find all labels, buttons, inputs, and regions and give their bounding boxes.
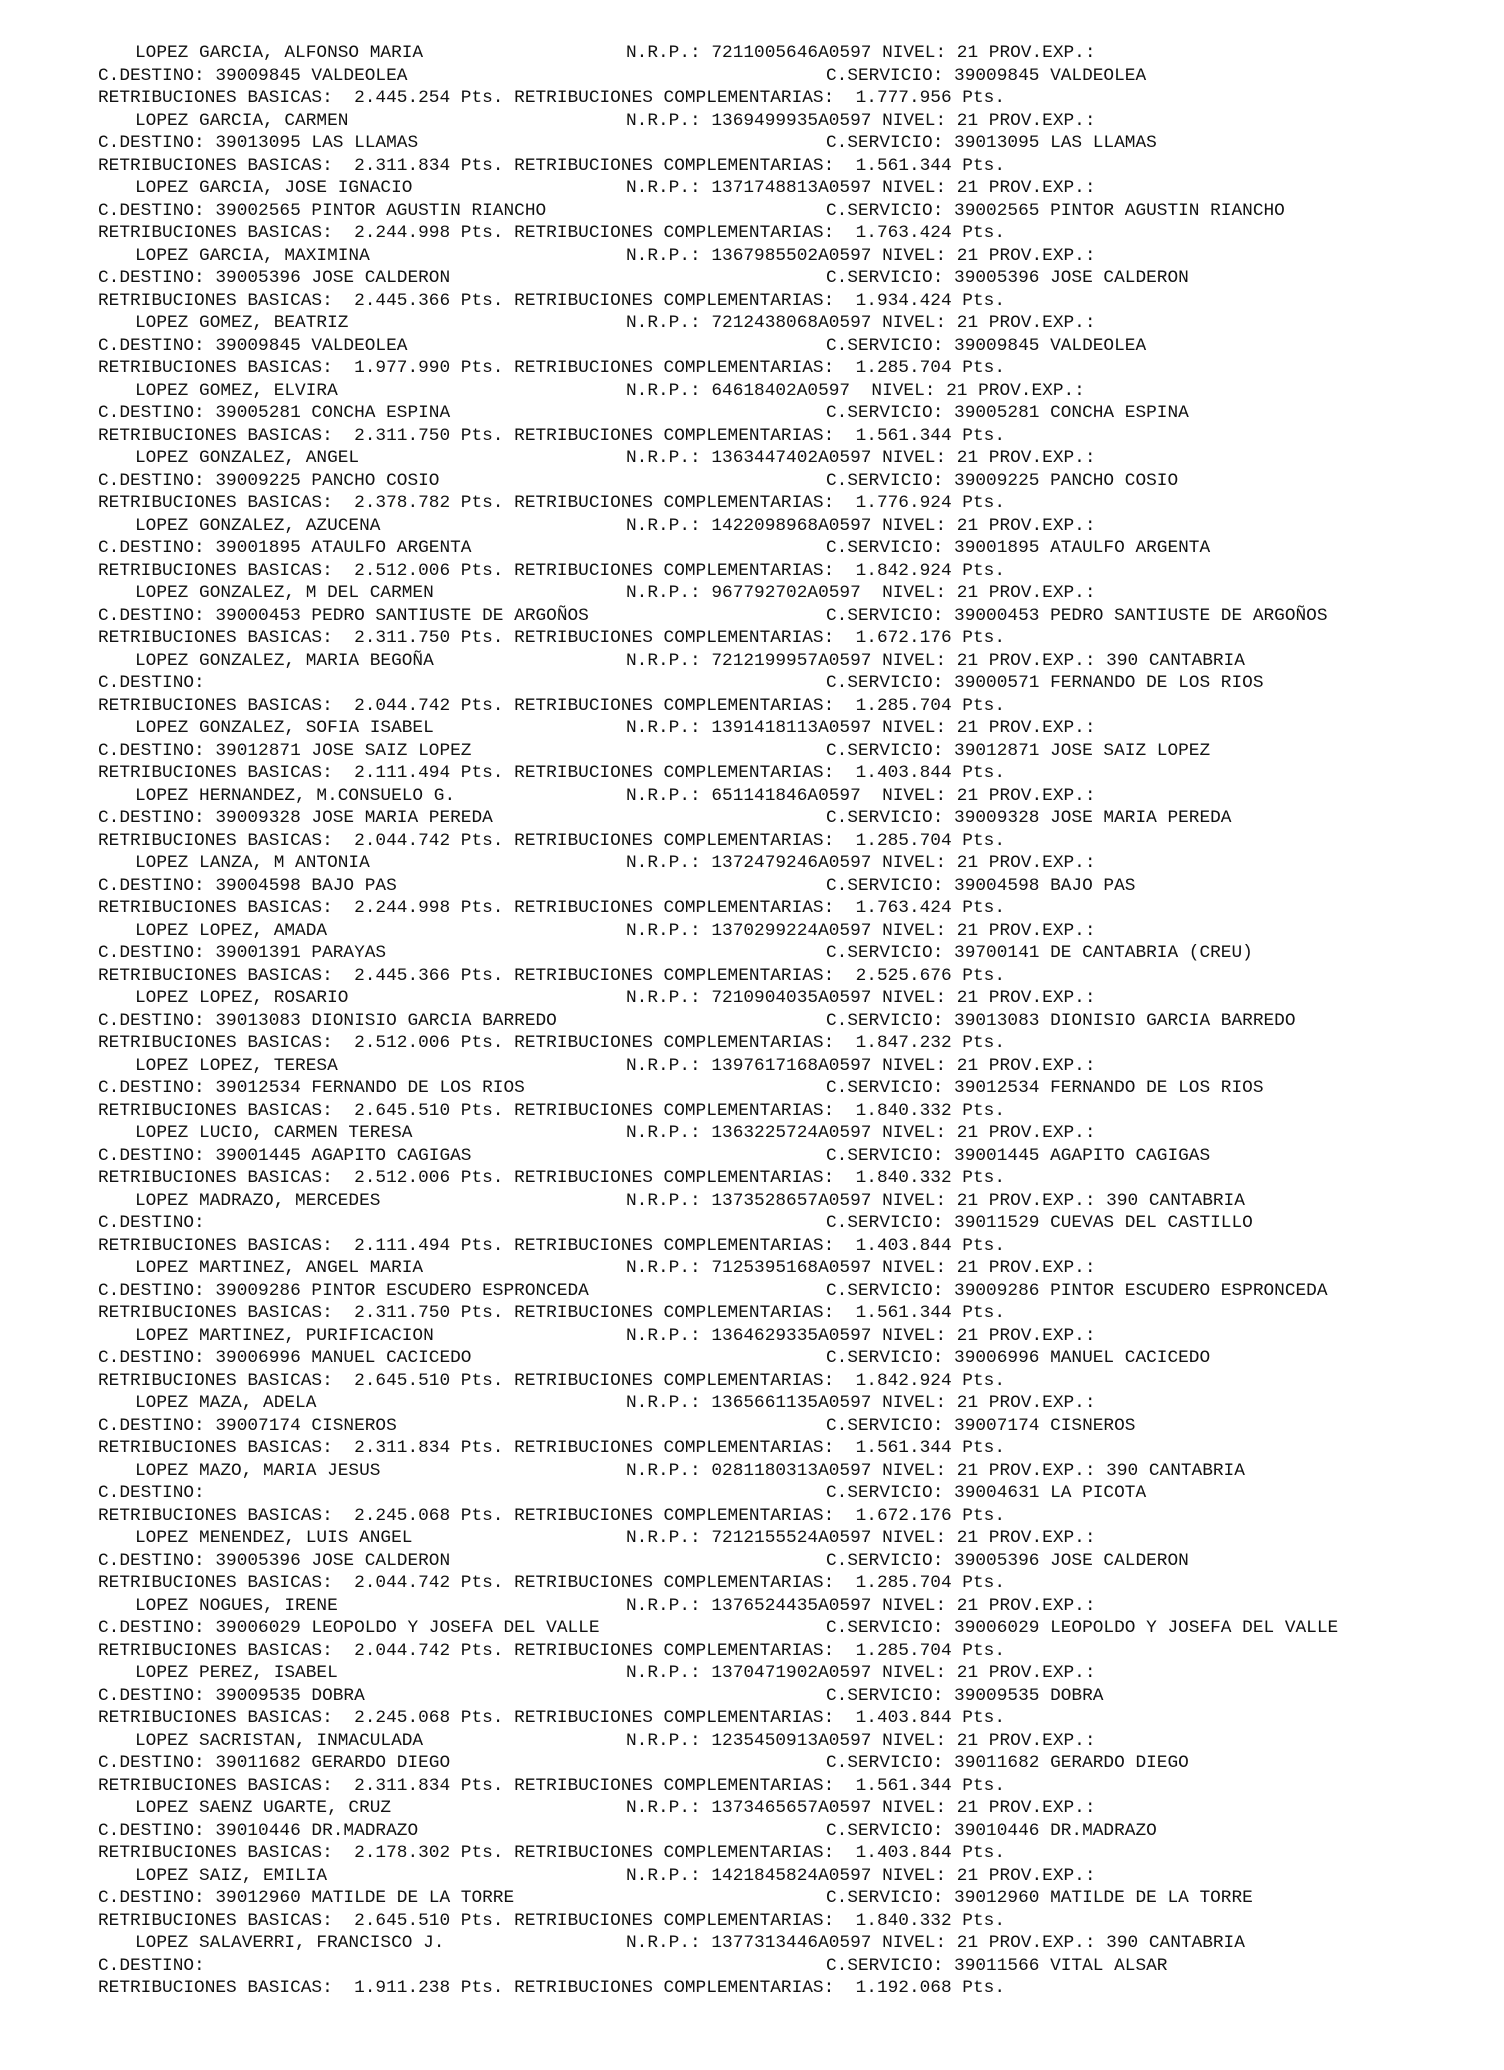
- nrp-info: N.R.P.: 1370471902A0597 NIVEL: 21 PROV.EXP.:: [626, 1663, 1096, 1683]
- servicio-center: C.SERVICIO: 39011682 GERARDO DIEGO: [826, 1753, 1189, 1773]
- nrp-info: N.R.P.: 651141846A0597 NIVEL: 21 PROV.EXP.:: [626, 785, 1096, 806]
- record-retribuciones-line: [98, 1505, 1478, 1528]
- record-destino-line: [98, 1887, 1478, 1910]
- record-name-line: [98, 1527, 1478, 1550]
- record-retribuciones-line: [98, 1572, 1478, 1595]
- destino-center: C.DESTINO:: [98, 1955, 205, 1976]
- destino-center: C.DESTINO: 39013083 DIONISIO GARCIA BARREDO: [98, 1010, 557, 1031]
- nrp-info: N.R.P.: 1370299224A0597 NIVEL: 21 PROV.EXP.:: [626, 920, 1096, 941]
- destino-center: C.DESTINO: 39012871 JOSE SAIZ LOPEZ: [98, 740, 472, 761]
- record-retribuciones-line: [98, 1775, 1478, 1798]
- record-retribuciones-line: [98, 1235, 1478, 1258]
- nrp-info: N.R.P.: 7212199957A0597 NIVEL: 21 PROV.EXP.: 390 CANTABRIA: [626, 650, 1245, 671]
- record-name-line: [98, 110, 1478, 133]
- retribuciones-amounts: RETRIBUCIONES BASICAS: 2.245.068 Pts. RETRIBUCIONES COMPLEMENTARIAS: 1.403.844 Pts.: [98, 1708, 1005, 1728]
- employee-name: LOPEZ GONZALEZ, ANGEL: [135, 448, 360, 468]
- destino-center: C.DESTINO: 39009286 PINTOR ESCUDERO ESPRONCEDA: [98, 1280, 589, 1301]
- retribuciones-amounts: RETRIBUCIONES BASICAS: 2.244.998 Pts. RETRIBUCIONES COMPLEMENTARIAS: 1.763.424 Pts.: [98, 898, 1005, 918]
- record-name-line: [98, 785, 1478, 808]
- retribuciones-amounts: RETRIBUCIONES BASICAS: 2.111.494 Pts. RETRIBUCIONES COMPLEMENTARIAS: 1.403.844 Pts.: [98, 763, 1005, 783]
- nrp-info: N.R.P.: 7125395168A0597 NIVEL: 21 PROV.EXP.:: [626, 1258, 1096, 1278]
- destino-center: C.DESTINO: 39004598 BAJO PAS: [98, 875, 397, 896]
- record-retribuciones-line: [98, 965, 1478, 988]
- servicio-center: C.SERVICIO: 39012871 JOSE SAIZ LOPEZ: [826, 740, 1211, 761]
- retribuciones-amounts: RETRIBUCIONES BASICAS: 2.244.998 Pts. RETRIBUCIONES COMPLEMENTARIAS: 1.763.424 Pts.: [98, 223, 1005, 243]
- nrp-info: N.R.P.: 64618402A0597 NIVEL: 21 PROV.EXP.:: [626, 380, 1085, 401]
- servicio-center: C.SERVICIO: 39007174 CISNEROS: [826, 1415, 1136, 1436]
- record-retribuciones-line: [98, 1032, 1478, 1055]
- retribuciones-amounts: RETRIBUCIONES BASICAS: 2.311.834 Pts. RETRIBUCIONES COMPLEMENTARIAS: 1.561.344 Pts.: [98, 1775, 1005, 1796]
- record-destino-line: [98, 335, 1478, 358]
- servicio-center: C.SERVICIO: 39001445 AGAPITO CAGIGAS: [826, 1145, 1211, 1166]
- record-destino-line: [98, 65, 1478, 88]
- employee-name: LOPEZ GONZALEZ, AZUCENA: [135, 515, 381, 536]
- servicio-center: C.SERVICIO: 39000453 PEDRO SANTIUSTE DE ARGOÑOS: [826, 605, 1328, 626]
- nrp-info: N.R.P.: 7211005646A0597 NIVEL: 21 PROV.EXP.:: [626, 43, 1096, 63]
- nrp-info: N.R.P.: 1377313446A0597 NIVEL: 21 PROV.EXP.: 390 CANTABRIA: [626, 1933, 1245, 1953]
- record-retribuciones-line: [98, 830, 1478, 853]
- retribuciones-amounts: RETRIBUCIONES BASICAS: 2.178.302 Pts. RETRIBUCIONES COMPLEMENTARIAS: 1.403.844 Pts.: [98, 1843, 1005, 1863]
- destino-center: C.DESTINO: 39000453 PEDRO SANTIUSTE DE ARGOÑOS: [98, 605, 589, 626]
- servicio-center: C.SERVICIO: 39009286 PINTOR ESCUDERO ESPRONCEDA: [826, 1280, 1328, 1301]
- record-retribuciones-line: [98, 1977, 1478, 2000]
- servicio-center: C.SERVICIO: 39700141 DE CANTABRIA (CREU): [826, 943, 1253, 963]
- retribuciones-amounts: RETRIBUCIONES BASICAS: 2.645.510 Pts. RETRIBUCIONES COMPLEMENTARIAS: 1.842.924 Pts.: [98, 1370, 1005, 1391]
- employee-name: LOPEZ MARTINEZ, ANGEL MARIA: [135, 1258, 424, 1278]
- record-destino-line: [98, 1955, 1478, 1978]
- record-destino-line: [98, 1617, 1478, 1640]
- retribuciones-amounts: RETRIBUCIONES BASICAS: 2.044.742 Pts. RETRIBUCIONES COMPLEMENTARIAS: 1.285.704 Pts.: [98, 1573, 1005, 1593]
- retribuciones-amounts: RETRIBUCIONES BASICAS: 2.311.750 Pts. RETRIBUCIONES COMPLEMENTARIAS: 1.561.344 Pts.: [98, 1303, 1005, 1323]
- nrp-info: N.R.P.: 1421845824A0597 NIVEL: 21 PROV.EXP.:: [626, 1865, 1096, 1886]
- record-retribuciones-line: [98, 425, 1478, 448]
- record-destino-line: [98, 942, 1478, 965]
- record-destino-line: [98, 1010, 1478, 1033]
- servicio-center: C.SERVICIO: 39012960 MATILDE DE LA TORRE: [826, 1888, 1253, 1908]
- destino-center: C.DESTINO: 39013095 LAS LLAMAS: [98, 133, 419, 153]
- record-destino-line: [98, 807, 1478, 830]
- retribuciones-amounts: RETRIBUCIONES BASICAS: 2.245.068 Pts. RETRIBUCIONES COMPLEMENTARIAS: 1.672.176 Pts.: [98, 1505, 1005, 1526]
- record-retribuciones-line: [98, 627, 1478, 650]
- record-destino-line: [98, 132, 1478, 155]
- destino-center: C.DESTINO: 39001391 PARAYAS: [98, 943, 387, 963]
- nrp-info: N.R.P.: 1371748813A0597 NIVEL: 21 PROV.EXP.:: [626, 178, 1096, 198]
- destino-center: C.DESTINO: 39011682 GERARDO DIEGO: [98, 1753, 451, 1773]
- employee-name: LOPEZ GOMEZ, BEATRIZ: [135, 313, 349, 333]
- record-name-line: [98, 1797, 1478, 1820]
- destino-center: C.DESTINO: 39001895 ATAULFO ARGENTA: [98, 538, 472, 558]
- record-name-line: [98, 1460, 1478, 1483]
- servicio-center: C.SERVICIO: 39001895 ATAULFO ARGENTA: [826, 538, 1211, 558]
- nrp-info: N.R.P.: 1365661135A0597 NIVEL: 21 PROV.EXP.:: [626, 1393, 1096, 1413]
- servicio-center: C.SERVICIO: 39013095 LAS LLAMAS: [826, 133, 1157, 153]
- record-retribuciones-line: [98, 1640, 1478, 1663]
- destino-center: C.DESTINO: 39001445 AGAPITO CAGIGAS: [98, 1145, 472, 1166]
- nrp-info: N.R.P.: 7212155524A0597 NIVEL: 21 PROV.EXP.:: [626, 1528, 1096, 1548]
- employee-name: LOPEZ MAZA, ADELA: [135, 1393, 317, 1413]
- servicio-center: C.SERVICIO: 39009535 DOBRA: [826, 1685, 1104, 1706]
- record-name-line: [98, 515, 1478, 538]
- record-name-line: [98, 1122, 1478, 1145]
- record-name-line: [98, 1392, 1478, 1415]
- nrp-info: N.R.P.: 1391418113A0597 NIVEL: 21 PROV.EXP.:: [626, 718, 1096, 738]
- record-name-line: [98, 1325, 1478, 1348]
- record-retribuciones-line: [98, 357, 1478, 380]
- record-name-line: [98, 1257, 1478, 1280]
- record-retribuciones-line: [98, 1842, 1478, 1865]
- servicio-center: C.SERVICIO: 39006996 MANUEL CACICEDO: [826, 1348, 1211, 1368]
- record-name-line: [98, 177, 1478, 200]
- record-destino-line: [98, 1077, 1478, 1100]
- record-name-line: [98, 245, 1478, 268]
- retribuciones-amounts: RETRIBUCIONES BASICAS: 2.445.366 Pts. RETRIBUCIONES COMPLEMENTARIAS: 2.525.676 Pts.: [98, 965, 1005, 986]
- record-name-line: [98, 1662, 1478, 1685]
- destino-center: C.DESTINO: 39006029 LEOPOLDO Y JOSEFA DEL VALLE: [98, 1618, 600, 1638]
- destino-center: C.DESTINO: 39002565 PINTOR AGUSTIN RIANCHO: [98, 200, 547, 221]
- destino-center: C.DESTINO: 39005396 JOSE CALDERON: [98, 268, 451, 288]
- record-destino-line: [98, 1347, 1478, 1370]
- record-name-line: [98, 1190, 1478, 1213]
- nrp-info: N.R.P.: 1367985502A0597 NIVEL: 21 PROV.EXP.:: [626, 245, 1096, 266]
- nrp-info: N.R.P.: 1422098968A0597 NIVEL: 21 PROV.EXP.:: [626, 515, 1096, 536]
- record-destino-line: [98, 1415, 1478, 1438]
- record-name-line: [98, 920, 1478, 943]
- servicio-center: C.SERVICIO: 39011529 CUEVAS DEL CASTILLO: [826, 1213, 1253, 1233]
- servicio-center: C.SERVICIO: 39006029 LEOPOLDO Y JOSEFA DEL VALLE: [826, 1618, 1339, 1638]
- employee-name: LOPEZ GARCIA, ALFONSO MARIA: [135, 43, 424, 63]
- record-retribuciones-line: [98, 222, 1478, 245]
- destino-center: C.DESTINO: 39010446 DR.MADRAZO: [98, 1820, 419, 1841]
- destino-center: C.DESTINO: 39012534 FERNANDO DE LOS RIOS: [98, 1078, 525, 1098]
- record-retribuciones-line: [98, 1167, 1478, 1190]
- nrp-info: N.R.P.: 7210904035A0597 NIVEL: 21 PROV.EXP.:: [626, 988, 1096, 1008]
- record-retribuciones-line: [98, 897, 1478, 920]
- record-retribuciones-line: [98, 1302, 1478, 1325]
- destino-center: C.DESTINO:: [98, 1483, 205, 1503]
- employee-name: LOPEZ GONZALEZ, SOFIA ISABEL: [135, 718, 434, 738]
- retribuciones-amounts: RETRIBUCIONES BASICAS: 2.512.006 Pts. RETRIBUCIONES COMPLEMENTARIAS: 1.840.332 Pts.: [98, 1168, 1005, 1188]
- employee-name: LOPEZ GARCIA, MAXIMINA: [135, 245, 370, 266]
- record-retribuciones-line: [98, 695, 1478, 718]
- record-retribuciones-line: [98, 492, 1478, 515]
- record-retribuciones-line: [98, 1370, 1478, 1393]
- employee-name: LOPEZ LOPEZ, AMADA: [135, 920, 328, 941]
- servicio-center: C.SERVICIO: 39010446 DR.MADRAZO: [826, 1820, 1157, 1841]
- record-name-line: [98, 1730, 1478, 1753]
- servicio-center: C.SERVICIO: 39005281 CONCHA ESPINA: [826, 403, 1189, 423]
- servicio-center: C.SERVICIO: 39004598 BAJO PAS: [826, 875, 1136, 896]
- record-destino-line: [98, 1145, 1478, 1168]
- record-name-line: [98, 987, 1478, 1010]
- employee-name: LOPEZ NOGUES, IRENE: [135, 1595, 338, 1616]
- destino-center: C.DESTINO: 39009328 JOSE MARIA PEREDA: [98, 808, 493, 828]
- nrp-info: N.R.P.: 1364629335A0597 NIVEL: 21 PROV.EXP.:: [626, 1325, 1096, 1346]
- retribuciones-amounts: RETRIBUCIONES BASICAS: 2.512.006 Pts. RETRIBUCIONES COMPLEMENTARIAS: 1.842.924 Pts.: [98, 560, 1005, 581]
- retribuciones-amounts: RETRIBUCIONES BASICAS: 2.311.834 Pts. RETRIBUCIONES COMPLEMENTARIAS: 1.561.344 Pts.: [98, 155, 1005, 176]
- nrp-info: N.R.P.: 1372479246A0597 NIVEL: 21 PROV.EXP.:: [626, 853, 1096, 873]
- servicio-center: C.SERVICIO: 39002565 PINTOR AGUSTIN RIANCHO: [826, 200, 1285, 221]
- nrp-info: N.R.P.: 1235450913A0597 NIVEL: 21 PROV.EXP.:: [626, 1730, 1096, 1751]
- record-destino-line: [98, 1482, 1478, 1505]
- record-destino-line: [98, 1280, 1478, 1303]
- record-name-line: [98, 1055, 1478, 1078]
- nrp-info: N.R.P.: 1369499935A0597 NIVEL: 21 PROV.EXP.:: [626, 110, 1096, 131]
- retribuciones-amounts: RETRIBUCIONES BASICAS: 1.977.990 Pts. RETRIBUCIONES COMPLEMENTARIAS: 1.285.704 Pts.: [98, 358, 1005, 378]
- record-name-line: [98, 312, 1478, 335]
- employee-name: LOPEZ LUCIO, CARMEN TERESA: [135, 1123, 413, 1143]
- nrp-info: N.R.P.: 0281180313A0597 NIVEL: 21 PROV.EXP.: 390 CANTABRIA: [626, 1460, 1245, 1481]
- record-name-line: [98, 650, 1478, 673]
- destino-center: C.DESTINO: 39009845 VALDEOLEA: [98, 65, 408, 86]
- employee-name: LOPEZ HERNANDEZ, M.CONSUELO G.: [135, 785, 456, 806]
- record-retribuciones-line: [98, 1437, 1478, 1460]
- retribuciones-amounts: RETRIBUCIONES BASICAS: 2.445.366 Pts. RETRIBUCIONES COMPLEMENTARIAS: 1.934.424 Pts.: [98, 290, 1005, 311]
- record-destino-line: [98, 875, 1478, 898]
- record-name-line: [98, 582, 1478, 605]
- nrp-info: N.R.P.: 1373528657A0597 NIVEL: 21 PROV.EXP.: 390 CANTABRIA: [626, 1190, 1245, 1211]
- destino-center: C.DESTINO: 39012960 MATILDE DE LA TORRE: [98, 1888, 515, 1908]
- employee-name: LOPEZ LOPEZ, ROSARIO: [135, 988, 349, 1008]
- destino-center: C.DESTINO: 39007174 CISNEROS: [98, 1415, 397, 1436]
- record-destino-line: [98, 402, 1478, 425]
- retribuciones-amounts: RETRIBUCIONES BASICAS: 2.645.510 Pts. RETRIBUCIONES COMPLEMENTARIAS: 1.840.332 Pts.: [98, 1910, 1005, 1931]
- record-name-line: [98, 447, 1478, 470]
- record-name-line: [98, 1595, 1478, 1618]
- retribuciones-amounts: RETRIBUCIONES BASICAS: 2.044.742 Pts. RETRIBUCIONES COMPLEMENTARIAS: 1.285.704 Pts.: [98, 695, 1005, 716]
- destino-center: C.DESTINO:: [98, 1213, 205, 1233]
- record-name-line: [98, 42, 1478, 65]
- servicio-center: C.SERVICIO: 39009845 VALDEOLEA: [826, 65, 1147, 86]
- employee-name: LOPEZ GOMEZ, ELVIRA: [135, 380, 338, 401]
- record-name-line: [98, 852, 1478, 875]
- employee-name: LOPEZ GONZALEZ, MARIA BEGOÑA: [135, 650, 434, 671]
- servicio-center: C.SERVICIO: 39009225 PANCHO COSIO: [826, 470, 1179, 491]
- employee-name: LOPEZ MENENDEZ, LUIS ANGEL: [135, 1528, 413, 1548]
- record-destino-line: [98, 1550, 1478, 1573]
- destino-center: C.DESTINO: 39009845 VALDEOLEA: [98, 335, 408, 356]
- retribuciones-amounts: RETRIBUCIONES BASICAS: 2.044.742 Pts. RETRIBUCIONES COMPLEMENTARIAS: 1.285.704 Pts.: [98, 1640, 1005, 1661]
- employee-name: LOPEZ LOPEZ, TERESA: [135, 1055, 338, 1076]
- servicio-center: C.SERVICIO: 39013083 DIONISIO GARCIA BARREDO: [826, 1010, 1296, 1031]
- servicio-center: C.SERVICIO: 39000571 FERNANDO DE LOS RIOS: [826, 673, 1264, 693]
- servicio-center: C.SERVICIO: 39004631 LA PICOTA: [826, 1483, 1147, 1503]
- retribuciones-amounts: RETRIBUCIONES BASICAS: 1.911.238 Pts. RETRIBUCIONES COMPLEMENTARIAS: 1.192.068 Pts.: [98, 1978, 1005, 1998]
- retribuciones-amounts: RETRIBUCIONES BASICAS: 2.311.834 Pts. RETRIBUCIONES COMPLEMENTARIAS: 1.561.344 Pts.: [98, 1438, 1005, 1458]
- nrp-info: N.R.P.: 1363225724A0597 NIVEL: 21 PROV.EXP.:: [626, 1123, 1096, 1143]
- nrp-info: N.R.P.: 1373465657A0597 NIVEL: 21 PROV.EXP.:: [626, 1798, 1096, 1818]
- employee-name: LOPEZ MAZO, MARIA JESUS: [135, 1460, 381, 1481]
- record-retribuciones-line: [98, 290, 1478, 313]
- nrp-info: N.R.P.: 967792702A0597 NIVEL: 21 PROV.EXP.:: [626, 583, 1096, 603]
- record-name-line: [98, 1932, 1478, 1955]
- employee-name: LOPEZ SAENZ UGARTE, CRUZ: [135, 1798, 392, 1818]
- record-retribuciones-line: [98, 560, 1478, 583]
- employee-name: LOPEZ SALAVERRI, FRANCISCO J.: [135, 1933, 445, 1953]
- record-destino-line: [98, 470, 1478, 493]
- record-destino-line: [98, 267, 1478, 290]
- retribuciones-amounts: RETRIBUCIONES BASICAS: 2.044.742 Pts. RETRIBUCIONES COMPLEMENTARIAS: 1.285.704 Pts.: [98, 830, 1005, 851]
- nrp-info: N.R.P.: 1376524435A0597 NIVEL: 21 PROV.EXP.:: [626, 1595, 1096, 1616]
- record-destino-line: [98, 740, 1478, 763]
- record-name-line: [98, 1865, 1478, 1888]
- retribuciones-amounts: RETRIBUCIONES BASICAS: 2.378.782 Pts. RETRIBUCIONES COMPLEMENTARIAS: 1.776.924 Pts.: [98, 493, 1005, 513]
- employee-name: LOPEZ GARCIA, JOSE IGNACIO: [135, 178, 413, 198]
- retribuciones-amounts: RETRIBUCIONES BASICAS: 2.645.510 Pts. RETRIBUCIONES COMPLEMENTARIAS: 1.840.332 Pts.: [98, 1100, 1005, 1121]
- nrp-info: N.R.P.: 7212438068A0597 NIVEL: 21 PROV.EXP.:: [626, 313, 1096, 333]
- record-retribuciones-line: [98, 1100, 1478, 1123]
- employee-name: LOPEZ SACRISTAN, INMACULADA: [135, 1730, 424, 1751]
- retribuciones-amounts: RETRIBUCIONES BASICAS: 2.311.750 Pts. RETRIBUCIONES COMPLEMENTARIAS: 1.672.176 Pts.: [98, 628, 1005, 648]
- employee-name: LOPEZ MADRAZO, MERCEDES: [135, 1190, 381, 1211]
- record-destino-line: [98, 1820, 1478, 1843]
- record-retribuciones-line: [98, 762, 1478, 785]
- servicio-center: C.SERVICIO: 39005396 JOSE CALDERON: [826, 268, 1189, 288]
- employee-name: LOPEZ LANZA, M ANTONIA: [135, 853, 370, 873]
- record-destino-line: [98, 200, 1478, 223]
- record-retribuciones-line: [98, 1910, 1478, 1933]
- record-destino-line: [98, 672, 1478, 695]
- destino-center: C.DESTINO: 39009225 PANCHO COSIO: [98, 470, 440, 491]
- record-destino-line: [98, 605, 1478, 628]
- record-destino-line: [98, 1752, 1478, 1775]
- retribuciones-amounts: RETRIBUCIONES BASICAS: 2.111.494 Pts. RETRIBUCIONES COMPLEMENTARIAS: 1.403.844 Pts.: [98, 1235, 1005, 1256]
- employee-name: LOPEZ GONZALEZ, M DEL CARMEN: [135, 583, 434, 603]
- servicio-center: C.SERVICIO: 39011566 VITAL ALSAR: [826, 1955, 1168, 1976]
- employee-name: LOPEZ GARCIA, CARMEN: [135, 110, 349, 131]
- retribuciones-amounts: RETRIBUCIONES BASICAS: 2.445.254 Pts. RETRIBUCIONES COMPLEMENTARIAS: 1.777.956 Pts.: [98, 88, 1005, 108]
- record-retribuciones-line: [98, 1707, 1478, 1730]
- destino-center: C.DESTINO: 39005281 CONCHA ESPINA: [98, 403, 451, 423]
- nrp-info: N.R.P.: 1363447402A0597 NIVEL: 21 PROV.EXP.:: [626, 448, 1096, 468]
- record-retribuciones-line: [98, 155, 1478, 178]
- servicio-center: C.SERVICIO: 39009845 VALDEOLEA: [826, 335, 1147, 356]
- destino-center: C.DESTINO: 39009535 DOBRA: [98, 1685, 365, 1706]
- retribuciones-amounts: RETRIBUCIONES BASICAS: 2.512.006 Pts. RETRIBUCIONES COMPLEMENTARIAS: 1.847.232 Pts.: [98, 1033, 1005, 1053]
- destino-center: C.DESTINO: 39006996 MANUEL CACICEDO: [98, 1348, 472, 1368]
- record-destino-line: [98, 537, 1478, 560]
- nrp-info: N.R.P.: 1397617168A0597 NIVEL: 21 PROV.EXP.:: [626, 1055, 1096, 1076]
- record-destino-line: [98, 1685, 1478, 1708]
- employee-name: LOPEZ PEREZ, ISABEL: [135, 1663, 338, 1683]
- record-destino-line: [98, 1212, 1478, 1235]
- document-body: [98, 42, 1478, 2000]
- destino-center: C.DESTINO: 39005396 JOSE CALDERON: [98, 1550, 451, 1571]
- employee-name: LOPEZ SAIZ, EMILIA: [135, 1865, 328, 1886]
- servicio-center: C.SERVICIO: 39005396 JOSE CALDERON: [826, 1550, 1189, 1571]
- servicio-center: C.SERVICIO: 39012534 FERNANDO DE LOS RIOS: [826, 1078, 1264, 1098]
- employee-name: LOPEZ MARTINEZ, PURIFICACION: [135, 1325, 434, 1346]
- servicio-center: C.SERVICIO: 39009328 JOSE MARIA PEREDA: [826, 808, 1232, 828]
- destino-center: C.DESTINO:: [98, 673, 205, 693]
- record-retribuciones-line: [98, 87, 1478, 110]
- record-name-line: [98, 380, 1478, 403]
- record-name-line: [98, 717, 1478, 740]
- retribuciones-amounts: RETRIBUCIONES BASICAS: 2.311.750 Pts. RETRIBUCIONES COMPLEMENTARIAS: 1.561.344 Pts.: [98, 425, 1005, 446]
